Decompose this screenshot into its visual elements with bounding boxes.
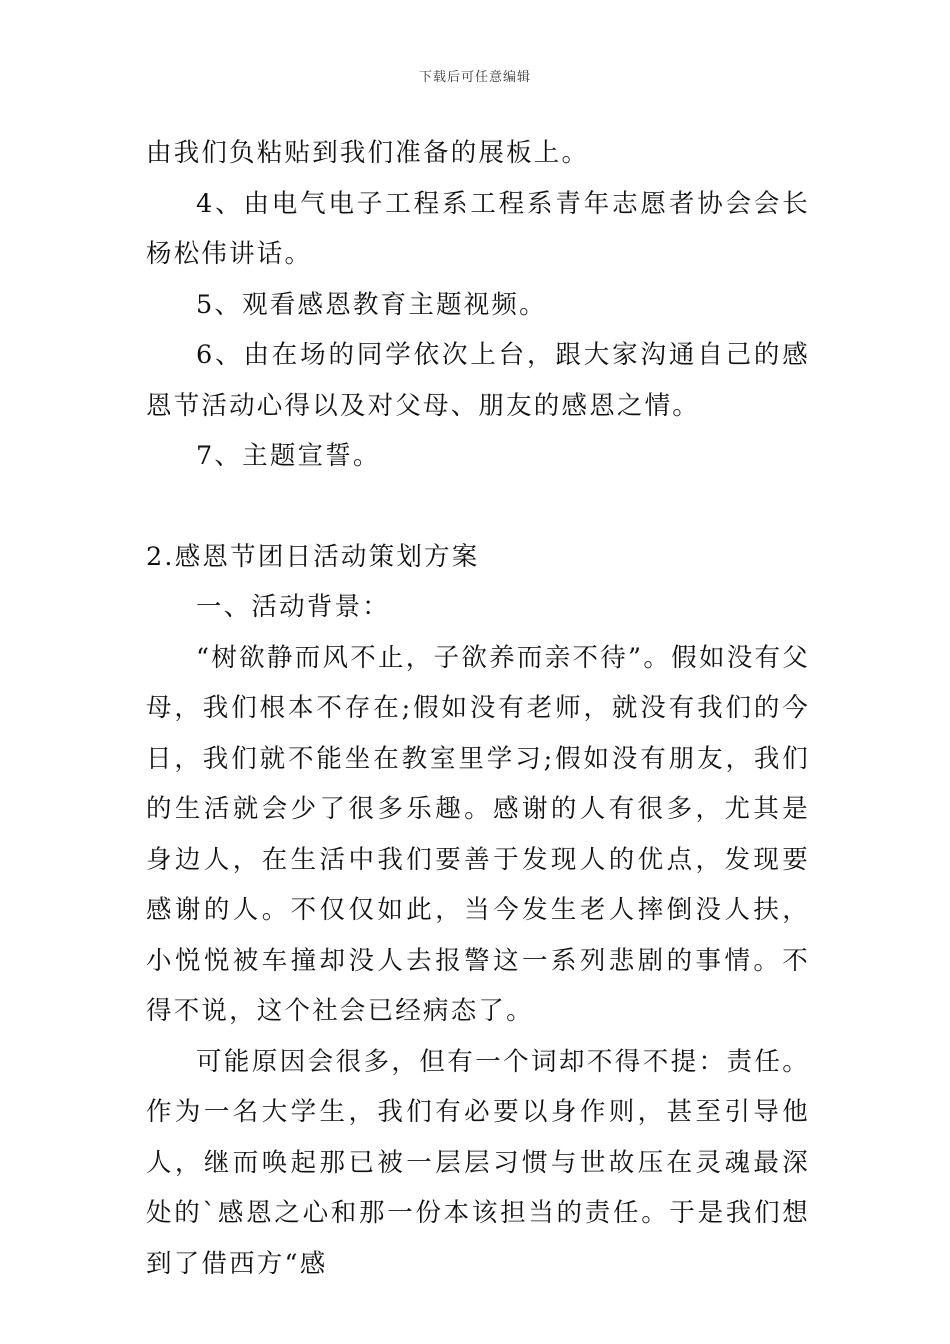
page-header: 下载后可任意编辑 [418, 70, 531, 85]
body-paragraph: “树欲静而风不止，子欲养而亲不待”。假如没有父母，我们根本不存在;假如没有老师，就没有我们的今日，我们就不能坐在教室里学习;假如没有朋友，我们的生活就会少了很多乐趣。感谢的人有很多，尤其是身边人，在生活中我们要善于发现人的优点，发现要感谢的人。不仅仅如此，当今发生老人摔倒没人扶，小悦悦被车撞却没人去报警这一系列悲剧的事情。不得不说，这个社会已经病态了。 [146, 642, 810, 1026]
list-item-5: 5、观看感恩教育主题视频。 [196, 289, 547, 320]
list-item-6: 6、由在场的同学依次上台，跟大家沟通自己的感恩节活动心得以及对父母、朋友的感恩之情。 [146, 340, 810, 421]
list-item-7: 7、主题宣誓。 [196, 441, 381, 471]
paragraph-continuation: 由我们负粘贴到我们准备的展板上。 [146, 138, 590, 168]
section-title: 2.感恩节团日活动策划方案 [146, 541, 480, 572]
subsection-heading: 一、活动背景： [196, 592, 390, 622]
list-item-4: 4、由电气电子工程系工程系青年志愿者协会会长杨松伟讲话。 [146, 188, 810, 269]
document-body [146, 128, 810, 1289]
body-paragraph: 可能原因会很多，但有一个词却不得不提：责任。作为一名大学生，我们有必要以身作则，甚至引导他人，继而唤起那已被一层层习惯与世故压在灵魂最深处的`感恩之心和那一份本该担当的责任。于是我们想到了借西方“感 [146, 1046, 810, 1279]
